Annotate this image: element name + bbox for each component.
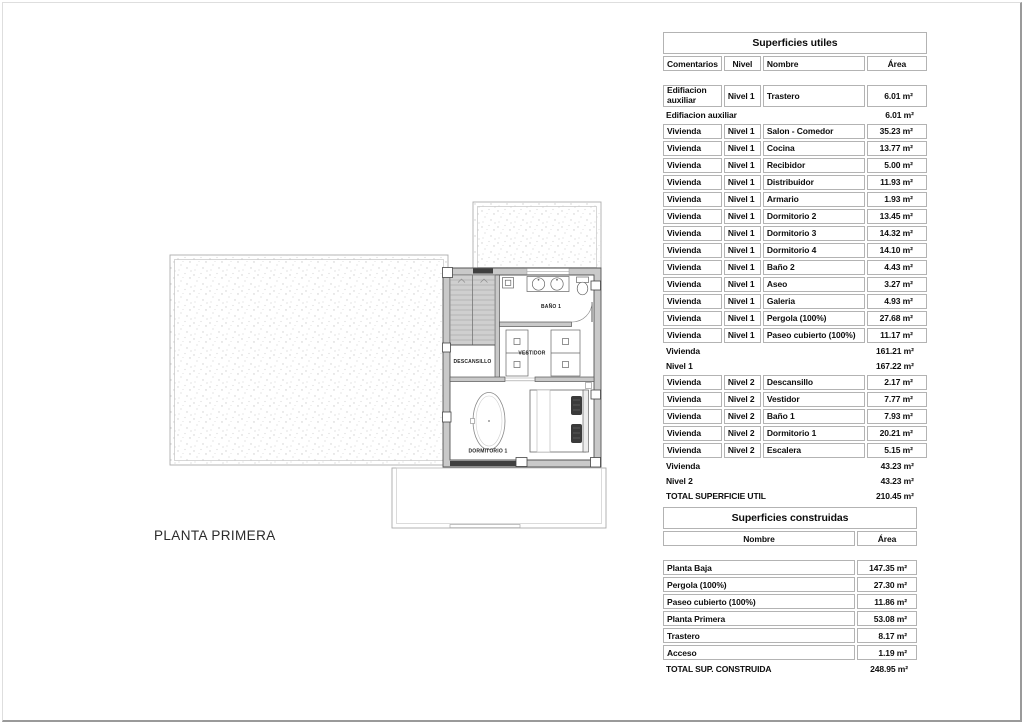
table-cell: 6.01 m² xyxy=(885,110,914,121)
table-cell: 20.21 m² xyxy=(867,426,927,441)
table-row xyxy=(663,294,927,309)
table-row xyxy=(663,175,927,190)
table-cell: Nivel 1 xyxy=(666,361,693,372)
table-row xyxy=(663,375,927,390)
table-cell: 11.86 m² xyxy=(857,594,917,609)
table-cell: Nivel 1 xyxy=(724,277,761,292)
table-row xyxy=(663,277,927,292)
table-cell: 210.45 m² xyxy=(876,491,914,502)
table-cell: Nivel 1 xyxy=(724,141,761,156)
table-cell: Vivienda xyxy=(663,443,722,458)
table-cell: Nivel 1 xyxy=(724,243,761,258)
room-label-dormitorio1: DORMITORIO 1 xyxy=(468,448,508,455)
table-cell: Vivienda xyxy=(663,426,722,441)
built-surfaces-table xyxy=(661,505,919,677)
staircase xyxy=(450,275,495,345)
table-cell: Dormitorio 1 xyxy=(763,426,865,441)
table-cell: 248.95 m² xyxy=(870,663,908,674)
table-row xyxy=(663,662,917,675)
table-cell: 3.27 m² xyxy=(867,277,927,292)
table-cell: Vivienda xyxy=(663,409,722,424)
table-row xyxy=(663,628,917,643)
table-row xyxy=(663,85,927,107)
table-row xyxy=(663,392,927,407)
table-row xyxy=(663,611,917,626)
table-cell: Vivienda xyxy=(663,375,722,390)
table-cell: Nivel 1 xyxy=(724,192,761,207)
table-cell: 1.93 m² xyxy=(867,192,927,207)
table-cell: Vivienda xyxy=(663,175,722,190)
table-row xyxy=(663,226,927,241)
table-row xyxy=(663,109,927,122)
table-cell: Nivel 1 xyxy=(724,124,761,139)
table-cell: Vivienda xyxy=(663,243,722,258)
table-cell: 167.22 m² xyxy=(876,361,914,372)
table-row xyxy=(663,443,927,458)
table-cell: Cocina xyxy=(763,141,865,156)
useful-surfaces-table xyxy=(661,30,929,505)
plan-title: PLANTA PRIMERA xyxy=(154,528,276,543)
column-header-nivel: Nivel xyxy=(724,56,761,71)
table-cell: Vivienda xyxy=(663,141,722,156)
table-cell: Nivel 2 xyxy=(724,375,761,390)
table-cell: Nivel 1 xyxy=(724,209,761,224)
table-cell: 2.17 m² xyxy=(867,375,927,390)
table-cell: Planta Primera xyxy=(663,611,855,626)
floor-plan xyxy=(140,190,620,540)
table-row xyxy=(663,345,927,358)
table-cell: 1.19 m² xyxy=(857,645,917,660)
table-cell: Vivienda xyxy=(666,346,701,357)
table-cell: Nivel 1 xyxy=(724,226,761,241)
table-cell: Nivel 2 xyxy=(724,409,761,424)
table-cell: Galeria xyxy=(763,294,865,309)
table-cell: 14.32 m² xyxy=(867,226,927,241)
table-cell: Baño 2 xyxy=(763,260,865,275)
room-label-vestidor: VESTIDOR xyxy=(518,350,546,357)
table-cell: 14.10 m² xyxy=(867,243,927,258)
table-cell: Vivienda xyxy=(663,277,722,292)
column-header-area: Área xyxy=(857,531,917,546)
table-cell: Paseo cubierto (100%) xyxy=(663,594,855,609)
table-cell: Salon - Comedor xyxy=(763,124,865,139)
table-cell: Vivienda xyxy=(663,392,722,407)
room-label-descansillo: DESCANSILLO xyxy=(453,359,492,365)
table-cell: 53.08 m² xyxy=(857,611,917,626)
table-cell: 5.00 m² xyxy=(867,158,927,173)
table-cell: 27.30 m² xyxy=(857,577,917,592)
table-cell: Descansillo xyxy=(763,375,865,390)
table-cell: Vivienda xyxy=(663,209,722,224)
table-cell: Edifiacion auxiliar xyxy=(663,85,722,107)
toilet-icon xyxy=(577,277,589,283)
table-cell: Acceso xyxy=(663,645,855,660)
table-cell: Baño 1 xyxy=(763,409,865,424)
table-cell: Aseo xyxy=(763,277,865,292)
table-row xyxy=(663,426,927,441)
table-title-row xyxy=(663,507,917,529)
table-cell: TOTAL SUP. CONSTRUIDA xyxy=(666,663,772,674)
table-cell: Pergola (100%) xyxy=(763,311,865,326)
door-lintels xyxy=(505,378,535,381)
table-cell: 7.93 m² xyxy=(867,409,927,424)
table-cell: 11.17 m² xyxy=(867,328,927,343)
table-cell: Nivel 2 xyxy=(724,426,761,441)
table-cell: 35.23 m² xyxy=(867,124,927,139)
table-title: Superficies utiles xyxy=(663,32,927,54)
table-cell: 13.45 m² xyxy=(867,209,927,224)
table-cell: Nivel 2 xyxy=(724,392,761,407)
table-title: Superficies construidas xyxy=(663,507,917,529)
table-cell: 161.21 m² xyxy=(876,346,914,357)
table-row xyxy=(663,490,927,503)
column-header-nombre: Nombre xyxy=(763,56,865,71)
table-cell: Pergola (100%) xyxy=(663,577,855,592)
table-cell: Vivienda xyxy=(663,328,722,343)
table-row xyxy=(663,311,927,326)
table-cell: Planta Baja xyxy=(663,560,855,575)
table-row xyxy=(663,124,927,139)
table-cell: Vivienda xyxy=(663,260,722,275)
table-cell: 147.35 m² xyxy=(857,560,917,575)
table-cell: Nivel 1 xyxy=(724,328,761,343)
table-row xyxy=(663,158,927,173)
toilet-icon xyxy=(577,282,588,295)
table-row xyxy=(663,475,927,488)
bedroom-fixtures xyxy=(468,383,592,455)
table-cell: Edifiacion auxiliar xyxy=(666,110,737,121)
column-header-nombre: Nombre xyxy=(663,531,855,546)
table-cell: Nivel 1 xyxy=(724,311,761,326)
table-title-row xyxy=(663,32,927,54)
table-row xyxy=(663,328,927,343)
table-cell: Trastero xyxy=(663,628,855,643)
table-cell: 8.17 m² xyxy=(857,628,917,643)
table-cell: 27.68 m² xyxy=(867,311,927,326)
table-cell: Dormitorio 2 xyxy=(763,209,865,224)
table-cell: Nivel 2 xyxy=(724,443,761,458)
table-cell: Nivel 1 xyxy=(724,175,761,190)
table-cell: Vestidor xyxy=(763,392,865,407)
table-cell: Vivienda xyxy=(666,461,701,472)
table-row xyxy=(663,409,927,424)
table-cell: Trastero xyxy=(763,85,865,107)
table-row xyxy=(663,192,927,207)
table-header-row xyxy=(663,531,917,546)
table-row xyxy=(663,460,927,473)
table-cell: Vivienda xyxy=(663,226,722,241)
table-cell: Nivel 1 xyxy=(724,158,761,173)
column-header-comentarios: Comentarios xyxy=(663,56,722,71)
table-cell: 6.01 m² xyxy=(867,85,927,107)
table-cell: Dormitorio 4 xyxy=(763,243,865,258)
terrace-area xyxy=(170,255,448,465)
table-cell: 11.93 m² xyxy=(867,175,927,190)
room-label-bano1: BAÑO 1 xyxy=(540,304,562,310)
table-cell: Dormitorio 3 xyxy=(763,226,865,241)
table-cell: Vivienda xyxy=(663,158,722,173)
table-cell: 4.93 m² xyxy=(867,294,927,309)
table-cell: 4.43 m² xyxy=(867,260,927,275)
table-cell: Vivienda xyxy=(663,294,722,309)
table-row xyxy=(663,243,927,258)
table-row xyxy=(663,260,927,275)
porch-outline xyxy=(392,468,606,528)
table-cell: 13.77 m² xyxy=(867,141,927,156)
table-cell: 43.23 m² xyxy=(880,476,914,487)
upper-terrace-area xyxy=(473,202,601,268)
table-cell: Recibidor xyxy=(763,158,865,173)
table-row xyxy=(663,577,917,592)
table-cell: Escalera xyxy=(763,443,865,458)
pillow-icon xyxy=(571,396,582,415)
table-row xyxy=(663,141,927,156)
table-cell: Paseo cubierto (100%) xyxy=(763,328,865,343)
table-cell: Nivel 1 xyxy=(724,85,761,107)
table-cell: Nivel 2 xyxy=(666,476,693,487)
table-header-row xyxy=(663,56,927,71)
table-cell: Vivienda xyxy=(663,192,722,207)
table-cell: Vivienda xyxy=(663,311,722,326)
table-row xyxy=(663,645,917,660)
table-cell: 7.77 m² xyxy=(867,392,927,407)
table-row xyxy=(663,594,917,609)
table-cell: Nivel 1 xyxy=(724,260,761,275)
pillow-icon xyxy=(571,424,582,443)
table-cell: Armario xyxy=(763,192,865,207)
table-row xyxy=(663,209,927,224)
table-cell: 5.15 m² xyxy=(867,443,927,458)
table-row xyxy=(663,360,927,373)
column-header-area: Área xyxy=(867,56,927,71)
table-cell: Nivel 1 xyxy=(724,294,761,309)
table-cell: Vivienda xyxy=(663,124,722,139)
table-cell: Distribuidor xyxy=(763,175,865,190)
bathroom-fixtures xyxy=(503,277,593,323)
table-cell: 43.23 m² xyxy=(880,461,914,472)
table-cell: TOTAL SUPERFICIE UTIL xyxy=(666,491,766,502)
door-swing-arc xyxy=(572,302,592,322)
table-row xyxy=(663,560,917,575)
